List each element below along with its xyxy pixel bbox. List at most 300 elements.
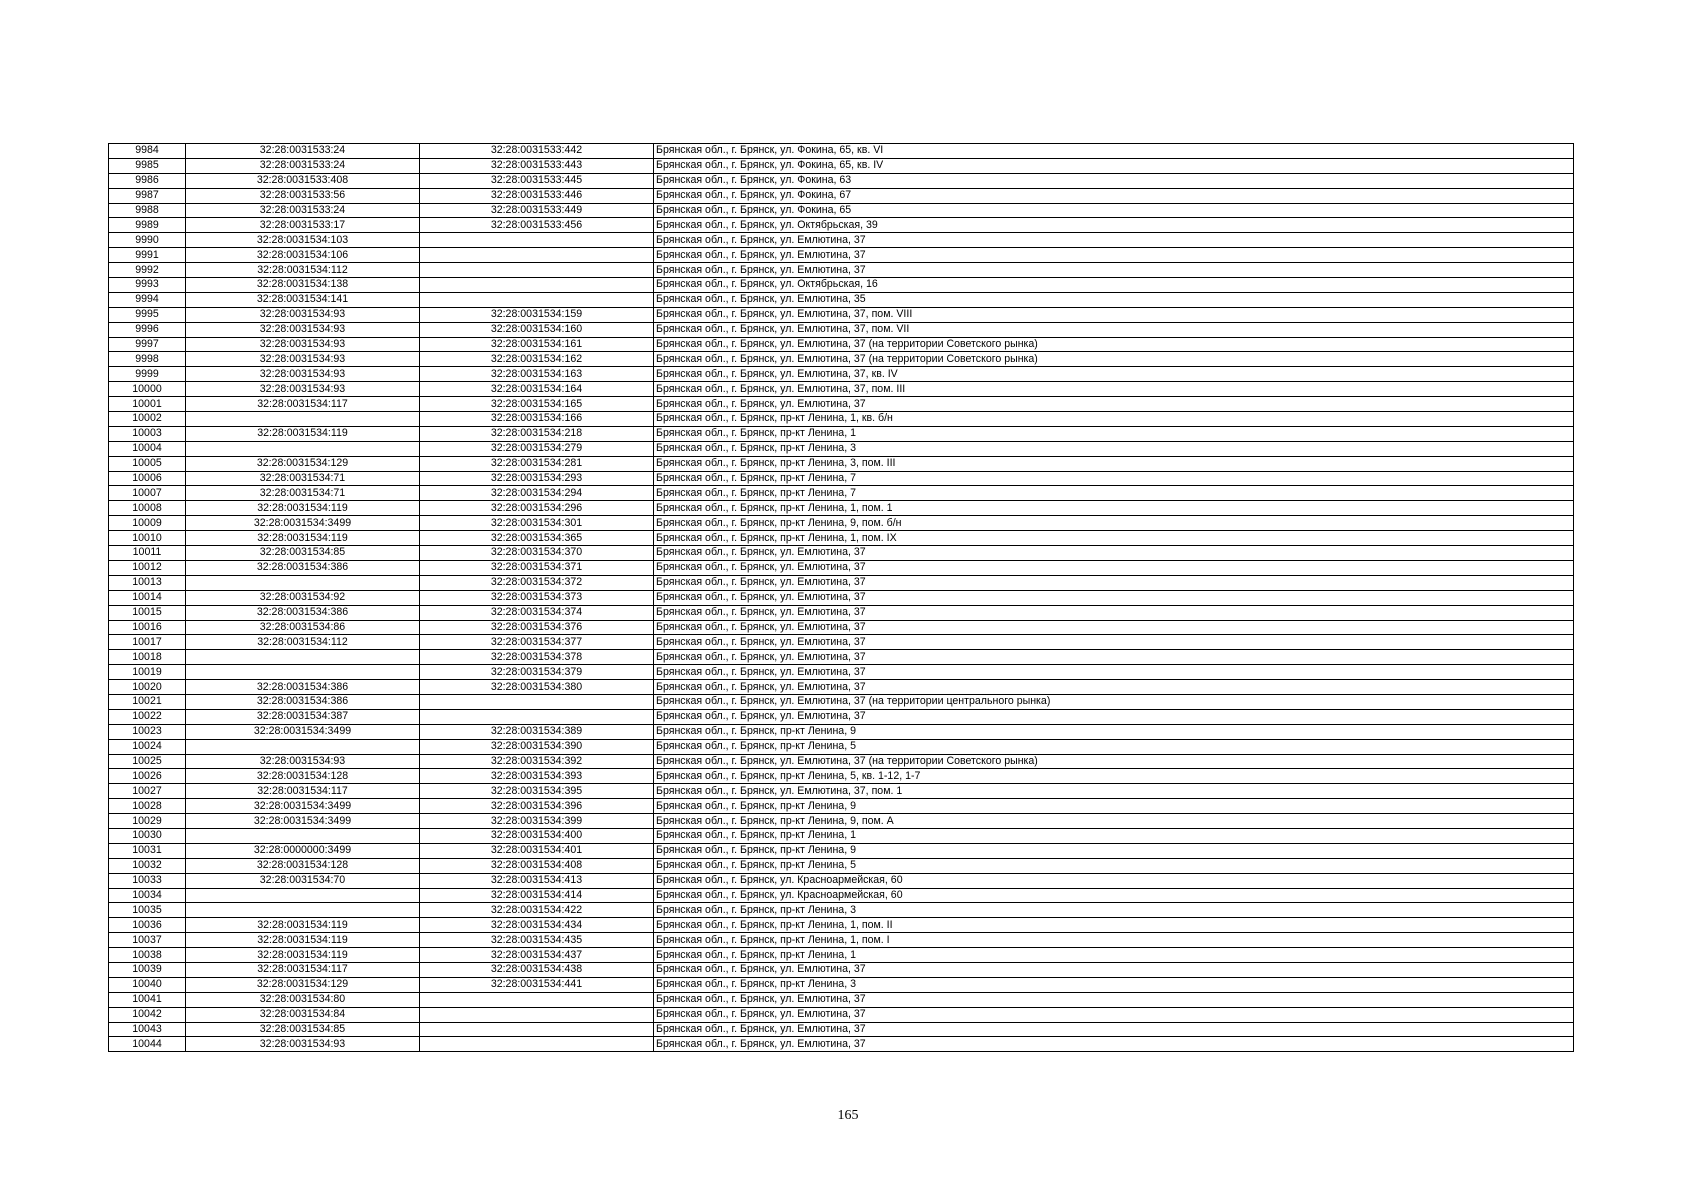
parcel-cadastral-number-cell: 32:28:0031534:119 — [186, 531, 420, 546]
object-cadastral-number-cell: 32:28:0031534:218 — [420, 426, 654, 441]
table-row — [109, 709, 1574, 724]
object-cadastral-number-cell: 32:28:0031534:380 — [420, 680, 654, 695]
object-cadastral-number-cell: 32:28:0031534:161 — [420, 337, 654, 352]
parcel-cadastral-number-cell: 32:28:0031534:85 — [186, 1022, 420, 1037]
table-row — [109, 903, 1574, 918]
parcel-cadastral-number-cell — [186, 665, 420, 680]
row-number-cell: 10041 — [109, 992, 186, 1007]
address-cell: Брянская обл., г. Брянск, ул. Емлютина, 37, пом. VII — [654, 322, 1574, 337]
row-number-cell: 9988 — [109, 203, 186, 218]
parcel-cadastral-number-cell — [186, 739, 420, 754]
table-row — [109, 337, 1574, 352]
table-row — [109, 858, 1574, 873]
table-row — [109, 635, 1574, 650]
object-cadastral-number-cell: 32:28:0031534:159 — [420, 307, 654, 322]
parcel-cadastral-number-cell: 32:28:0031534:93 — [186, 322, 420, 337]
object-cadastral-number-cell: 32:28:0031534:413 — [420, 873, 654, 888]
address-cell: Брянская обл., г. Брянск, пр-кт Ленина, 1, пом. II — [654, 918, 1574, 933]
parcel-cadastral-number-cell: 32:28:0031534:3499 — [186, 799, 420, 814]
table-row — [109, 814, 1574, 829]
table-row — [109, 292, 1574, 307]
row-number-cell: 9986 — [109, 173, 186, 188]
row-number-cell: 10033 — [109, 873, 186, 888]
object-cadastral-number-cell: 32:28:0031534:378 — [420, 650, 654, 665]
object-cadastral-number-cell — [420, 1022, 654, 1037]
table-row — [109, 799, 1574, 814]
parcel-cadastral-number-cell: 32:28:0031534:93 — [186, 337, 420, 352]
address-cell: Брянская обл., г. Брянск, ул. Емлютина, 37 — [654, 680, 1574, 695]
parcel-cadastral-number-cell: 32:28:0031534:128 — [186, 858, 420, 873]
row-number-cell: 10026 — [109, 769, 186, 784]
object-cadastral-number-cell: 32:28:0031534:370 — [420, 546, 654, 561]
table-row — [109, 828, 1574, 843]
object-cadastral-number-cell: 32:28:0031534:365 — [420, 531, 654, 546]
row-number-cell: 10018 — [109, 650, 186, 665]
row-number-cell: 9990 — [109, 233, 186, 248]
object-cadastral-number-cell: 32:28:0031534:372 — [420, 575, 654, 590]
table-row — [109, 382, 1574, 397]
object-cadastral-number-cell — [420, 292, 654, 307]
table-row — [109, 158, 1574, 173]
address-cell: Брянская обл., г. Брянск, пр-кт Ленина, 9, пом. А — [654, 814, 1574, 829]
address-cell: Брянская обл., г. Брянск, ул. Емлютина, 37 — [654, 546, 1574, 561]
table-row — [109, 977, 1574, 992]
parcel-cadastral-number-cell: 32:28:0031534:117 — [186, 784, 420, 799]
object-cadastral-number-cell — [420, 1037, 654, 1052]
parcel-cadastral-number-cell: 32:28:0031534:103 — [186, 233, 420, 248]
parcel-cadastral-number-cell: 32:28:0031534:93 — [186, 367, 420, 382]
object-cadastral-number-cell — [420, 694, 654, 709]
address-cell: Брянская обл., г. Брянск, пр-кт Ленина, 1 — [654, 426, 1574, 441]
address-cell: Брянская обл., г. Брянск, ул. Фокина, 65, кв. VI — [654, 144, 1574, 159]
object-cadastral-number-cell — [420, 248, 654, 263]
object-cadastral-number-cell — [420, 278, 654, 293]
table-row — [109, 456, 1574, 471]
table-row — [109, 1022, 1574, 1037]
row-number-cell: 10015 — [109, 605, 186, 620]
parcel-cadastral-number-cell — [186, 828, 420, 843]
table-row — [109, 784, 1574, 799]
object-cadastral-number-cell: 32:28:0031533:446 — [420, 188, 654, 203]
row-number-cell: 10044 — [109, 1037, 186, 1052]
table-row — [109, 426, 1574, 441]
parcel-cadastral-number-cell: 32:28:0031533:24 — [186, 203, 420, 218]
row-number-cell: 9987 — [109, 188, 186, 203]
address-cell: Брянская обл., г. Брянск, пр-кт Ленина, 5 — [654, 739, 1574, 754]
address-cell: Брянская обл., г. Брянск, ул. Емлютина, 37 — [654, 397, 1574, 412]
row-number-cell: 10022 — [109, 709, 186, 724]
address-cell: Брянская обл., г. Брянск, ул. Емлютина, 37 — [654, 248, 1574, 263]
parcel-cadastral-number-cell — [186, 650, 420, 665]
parcel-cadastral-number-cell: 32:28:0031534:84 — [186, 1007, 420, 1022]
parcel-cadastral-number-cell — [186, 903, 420, 918]
address-cell: Брянская обл., г. Брянск, пр-кт Ленина, 9 — [654, 724, 1574, 739]
table-row — [109, 367, 1574, 382]
address-cell: Брянская обл., г. Брянск, ул. Емлютина, 37 (на территории Советского рынка) — [654, 337, 1574, 352]
object-cadastral-number-cell: 32:28:0031534:162 — [420, 352, 654, 367]
row-number-cell: 10031 — [109, 843, 186, 858]
object-cadastral-number-cell: 32:28:0031534:435 — [420, 933, 654, 948]
object-cadastral-number-cell: 32:28:0031534:166 — [420, 412, 654, 427]
object-cadastral-number-cell — [420, 233, 654, 248]
parcel-cadastral-number-cell: 32:28:0031534:119 — [186, 933, 420, 948]
row-number-cell: 10007 — [109, 486, 186, 501]
object-cadastral-number-cell: 32:28:0031534:371 — [420, 560, 654, 575]
table-row — [109, 471, 1574, 486]
object-cadastral-number-cell: 32:28:0031534:293 — [420, 471, 654, 486]
address-cell: Брянская обл., г. Брянск, ул. Емлютина, 37 — [654, 560, 1574, 575]
parcel-cadastral-number-cell: 32:28:0031533:56 — [186, 188, 420, 203]
row-number-cell: 10037 — [109, 933, 186, 948]
object-cadastral-number-cell: 32:28:0031534:422 — [420, 903, 654, 918]
parcel-cadastral-number-cell: 32:28:0031534:92 — [186, 590, 420, 605]
parcel-cadastral-number-cell: 32:28:0031534:387 — [186, 709, 420, 724]
table-row — [109, 501, 1574, 516]
row-number-cell: 9991 — [109, 248, 186, 263]
row-number-cell: 10035 — [109, 903, 186, 918]
parcel-cadastral-number-cell: 32:28:0031534:141 — [186, 292, 420, 307]
parcel-cadastral-number-cell: 32:28:0031534:3499 — [186, 516, 420, 531]
object-cadastral-number-cell: 32:28:0031534:437 — [420, 948, 654, 963]
address-cell: Брянская обл., г. Брянск, ул. Емлютина, 37 — [654, 605, 1574, 620]
address-cell: Брянская обл., г. Брянск, пр-кт Ленина, 5 — [654, 858, 1574, 873]
address-cell: Брянская обл., г. Брянск, ул. Фокина, 67 — [654, 188, 1574, 203]
table-row — [109, 680, 1574, 695]
row-number-cell: 10019 — [109, 665, 186, 680]
object-cadastral-number-cell — [420, 263, 654, 278]
address-cell: Брянская обл., г. Брянск, ул. Емлютина, 37, пом. 1 — [654, 784, 1574, 799]
row-number-cell: 10027 — [109, 784, 186, 799]
table-row — [109, 739, 1574, 754]
table-row — [109, 412, 1574, 427]
table-row — [109, 962, 1574, 977]
parcel-cadastral-number-cell: 32:28:0031534:93 — [186, 307, 420, 322]
table-row — [109, 441, 1574, 456]
table-row — [109, 546, 1574, 561]
parcel-cadastral-number-cell: 32:28:0031534:3499 — [186, 814, 420, 829]
object-cadastral-number-cell: 32:28:0031534:374 — [420, 605, 654, 620]
object-cadastral-number-cell: 32:28:0031534:399 — [420, 814, 654, 829]
table-row — [109, 948, 1574, 963]
parcel-cadastral-number-cell — [186, 888, 420, 903]
row-number-cell: 10004 — [109, 441, 186, 456]
parcel-cadastral-number-cell: 32:28:0031534:117 — [186, 962, 420, 977]
parcel-cadastral-number-cell: 32:28:0031534:129 — [186, 456, 420, 471]
row-number-cell: 10036 — [109, 918, 186, 933]
table-row — [109, 620, 1574, 635]
parcel-cadastral-number-cell: 32:28:0031534:386 — [186, 680, 420, 695]
table-row — [109, 1007, 1574, 1022]
row-number-cell: 10014 — [109, 590, 186, 605]
table-row — [109, 694, 1574, 709]
parcel-cadastral-number-cell: 32:28:0031533:24 — [186, 158, 420, 173]
row-number-cell: 10025 — [109, 754, 186, 769]
row-number-cell: 9994 — [109, 292, 186, 307]
object-cadastral-number-cell: 32:28:0031534:279 — [420, 441, 654, 456]
row-number-cell: 10012 — [109, 560, 186, 575]
object-cadastral-number-cell — [420, 709, 654, 724]
parcel-cadastral-number-cell: 32:28:0031534:85 — [186, 546, 420, 561]
row-number-cell: 9995 — [109, 307, 186, 322]
row-number-cell: 10034 — [109, 888, 186, 903]
address-cell: Брянская обл., г. Брянск, ул. Фокина, 63 — [654, 173, 1574, 188]
address-cell: Брянская обл., г. Брянск, пр-кт Ленина, 7 — [654, 471, 1574, 486]
row-number-cell: 10020 — [109, 680, 186, 695]
parcel-cadastral-number-cell: 32:28:0031533:408 — [186, 173, 420, 188]
object-cadastral-number-cell: 32:28:0031534:164 — [420, 382, 654, 397]
address-cell: Брянская обл., г. Брянск, пр-кт Ленина, 9 — [654, 799, 1574, 814]
object-cadastral-number-cell: 32:28:0031534:163 — [420, 367, 654, 382]
object-cadastral-number-cell: 32:28:0031533:443 — [420, 158, 654, 173]
address-cell: Брянская обл., г. Брянск, ул. Емлютина, 37 — [654, 962, 1574, 977]
parcel-cadastral-number-cell: 32:28:0031534:128 — [186, 769, 420, 784]
row-number-cell: 10040 — [109, 977, 186, 992]
address-cell: Брянская обл., г. Брянск, ул. Фокина, 65, кв. IV — [654, 158, 1574, 173]
table-row — [109, 307, 1574, 322]
table-row — [109, 843, 1574, 858]
table-row — [109, 188, 1574, 203]
address-cell: Брянская обл., г. Брянск, ул. Емлютина, 37 — [654, 665, 1574, 680]
address-cell: Брянская обл., г. Брянск, пр-кт Ленина, 9 — [654, 843, 1574, 858]
row-number-cell: 10002 — [109, 412, 186, 427]
address-cell: Брянская обл., г. Брянск, пр-кт Ленина, 1, пом. IX — [654, 531, 1574, 546]
parcel-cadastral-number-cell — [186, 441, 420, 456]
parcel-cadastral-number-cell: 32:28:0031534:119 — [186, 426, 420, 441]
row-number-cell: 10008 — [109, 501, 186, 516]
row-number-cell: 10009 — [109, 516, 186, 531]
address-cell: Брянская обл., г. Брянск, пр-кт Ленина, 1, пом. I — [654, 933, 1574, 948]
row-number-cell: 10000 — [109, 382, 186, 397]
object-cadastral-number-cell: 32:28:0031534:392 — [420, 754, 654, 769]
parcel-cadastral-number-cell: 32:28:0031534:129 — [186, 977, 420, 992]
row-number-cell: 10042 — [109, 1007, 186, 1022]
object-cadastral-number-cell: 32:28:0031533:442 — [420, 144, 654, 159]
table-row — [109, 754, 1574, 769]
address-cell: Брянская обл., г. Брянск, ул. Емлютина, 37 — [654, 575, 1574, 590]
address-cell: Брянская обл., г. Брянск, ул. Красноармейская, 60 — [654, 888, 1574, 903]
address-cell: Брянская обл., г. Брянск, ул. Емлютина, 37 (на территории Советского рынка) — [654, 754, 1574, 769]
table-row — [109, 263, 1574, 278]
parcel-cadastral-number-cell: 32:28:0031534:119 — [186, 948, 420, 963]
address-cell: Брянская обл., г. Брянск, ул. Емлютина, 37 (на территории центрального рынка) — [654, 694, 1574, 709]
parcel-cadastral-number-cell: 32:28:0031534:386 — [186, 605, 420, 620]
parcel-cadastral-number-cell: 32:28:0031534:3499 — [186, 724, 420, 739]
object-cadastral-number-cell: 32:28:0031534:373 — [420, 590, 654, 605]
object-cadastral-number-cell: 32:28:0031534:400 — [420, 828, 654, 843]
table-row — [109, 992, 1574, 1007]
row-number-cell: 10023 — [109, 724, 186, 739]
row-number-cell: 9984 — [109, 144, 186, 159]
address-cell: Брянская обл., г. Брянск, ул. Емлютина, 37 — [654, 1037, 1574, 1052]
object-cadastral-number-cell: 32:28:0031533:445 — [420, 173, 654, 188]
table-row — [109, 233, 1574, 248]
parcel-cadastral-number-cell: 32:28:0031534:93 — [186, 382, 420, 397]
object-cadastral-number-cell: 32:28:0031534:395 — [420, 784, 654, 799]
address-cell: Брянская обл., г. Брянск, ул. Емлютина, 37 — [654, 635, 1574, 650]
row-number-cell: 10039 — [109, 962, 186, 977]
parcel-cadastral-number-cell: 32:28:0031534:117 — [186, 397, 420, 412]
table-row — [109, 1037, 1574, 1052]
table-row — [109, 278, 1574, 293]
object-cadastral-number-cell: 32:28:0031534:408 — [420, 858, 654, 873]
address-cell: Брянская обл., г. Брянск, ул. Емлютина, 37, кв. IV — [654, 367, 1574, 382]
parcel-cadastral-number-cell: 32:28:0031534:93 — [186, 1037, 420, 1052]
row-number-cell: 10013 — [109, 575, 186, 590]
object-cadastral-number-cell: 32:28:0031533:456 — [420, 218, 654, 233]
table-row — [109, 665, 1574, 680]
row-number-cell: 10029 — [109, 814, 186, 829]
row-number-cell: 10038 — [109, 948, 186, 963]
row-number-cell: 10024 — [109, 739, 186, 754]
object-cadastral-number-cell: 32:28:0031534:379 — [420, 665, 654, 680]
parcel-cadastral-number-cell: 32:28:0031534:112 — [186, 635, 420, 650]
address-cell: Брянская обл., г. Брянск, пр-кт Ленина, 1 — [654, 828, 1574, 843]
parcel-cadastral-number-cell: 32:28:0031534:106 — [186, 248, 420, 263]
address-cell: Брянская обл., г. Брянск, пр-кт Ленина, 3 — [654, 903, 1574, 918]
address-cell: Брянская обл., г. Брянск, ул. Красноармейская, 60 — [654, 873, 1574, 888]
address-cell: Брянская обл., г. Брянск, ул. Емлютина, 37 — [654, 1007, 1574, 1022]
table-row — [109, 352, 1574, 367]
table-row — [109, 873, 1574, 888]
address-cell: Брянская обл., г. Брянск, ул. Емлютина, 37, пом. VIII — [654, 307, 1574, 322]
row-number-cell: 10016 — [109, 620, 186, 635]
row-number-cell: 9985 — [109, 158, 186, 173]
address-cell: Брянская обл., г. Брянск, ул. Емлютина, 37, пом. III — [654, 382, 1574, 397]
object-cadastral-number-cell: 32:28:0031534:393 — [420, 769, 654, 784]
table-row — [109, 650, 1574, 665]
address-cell: Брянская обл., г. Брянск, ул. Емлютина, 37 — [654, 650, 1574, 665]
table-row — [109, 516, 1574, 531]
address-cell: Брянская обл., г. Брянск, ул. Емлютина, 37 (на территории Советского рынка) — [654, 352, 1574, 367]
address-cell: Брянская обл., г. Брянск, ул. Емлютина, 37 — [654, 233, 1574, 248]
address-cell: Брянская обл., г. Брянск, пр-кт Ленина, 3, пом. III — [654, 456, 1574, 471]
object-cadastral-number-cell: 32:28:0031534:377 — [420, 635, 654, 650]
object-cadastral-number-cell: 32:28:0031534:281 — [420, 456, 654, 471]
parcel-cadastral-number-cell: 32:28:0031534:112 — [186, 263, 420, 278]
address-cell: Брянская обл., г. Брянск, пр-кт Ленина, 5, кв. 1-12, 1-7 — [654, 769, 1574, 784]
object-cadastral-number-cell: 32:28:0031534:441 — [420, 977, 654, 992]
object-cadastral-number-cell: 32:28:0031534:296 — [420, 501, 654, 516]
row-number-cell: 9993 — [109, 278, 186, 293]
object-cadastral-number-cell: 32:28:0031534:434 — [420, 918, 654, 933]
object-cadastral-number-cell: 32:28:0031534:390 — [420, 739, 654, 754]
table-row — [109, 397, 1574, 412]
table-row — [109, 144, 1574, 159]
address-cell: Брянская обл., г. Брянск, пр-кт Ленина, 7 — [654, 486, 1574, 501]
parcel-cadastral-number-cell: 32:28:0031534:93 — [186, 754, 420, 769]
table-row — [109, 203, 1574, 218]
object-cadastral-number-cell: 32:28:0031534:401 — [420, 843, 654, 858]
row-number-cell: 9998 — [109, 352, 186, 367]
table-row — [109, 769, 1574, 784]
object-cadastral-number-cell: 32:28:0031533:449 — [420, 203, 654, 218]
table-row — [109, 218, 1574, 233]
object-cadastral-number-cell: 32:28:0031534:376 — [420, 620, 654, 635]
row-number-cell: 10001 — [109, 397, 186, 412]
registry-table — [108, 143, 1574, 1052]
object-cadastral-number-cell: 32:28:0031534:396 — [420, 799, 654, 814]
object-cadastral-number-cell: 32:28:0031534:165 — [420, 397, 654, 412]
address-cell: Брянская обл., г. Брянск, пр-кт Ленина, 1, пом. 1 — [654, 501, 1574, 516]
address-cell: Брянская обл., г. Брянск, пр-кт Ленина, 3 — [654, 977, 1574, 992]
table-row — [109, 933, 1574, 948]
row-number-cell: 10005 — [109, 456, 186, 471]
parcel-cadastral-number-cell — [186, 575, 420, 590]
row-number-cell: 9989 — [109, 218, 186, 233]
address-cell: Брянская обл., г. Брянск, ул. Емлютина, 35 — [654, 292, 1574, 307]
address-cell: Брянская обл., г. Брянск, ул. Октябрьская, 16 — [654, 278, 1574, 293]
parcel-cadastral-number-cell: 32:28:0031534:71 — [186, 486, 420, 501]
row-number-cell: 10003 — [109, 426, 186, 441]
address-cell: Брянская обл., г. Брянск, ул. Емлютина, 37 — [654, 620, 1574, 635]
object-cadastral-number-cell: 32:28:0031534:438 — [420, 962, 654, 977]
object-cadastral-number-cell: 32:28:0031534:389 — [420, 724, 654, 739]
object-cadastral-number-cell — [420, 992, 654, 1007]
parcel-cadastral-number-cell: 32:28:0031534:386 — [186, 694, 420, 709]
parcel-cadastral-number-cell: 32:28:0031534:86 — [186, 620, 420, 635]
parcel-cadastral-number-cell: 32:28:0031534:386 — [186, 560, 420, 575]
table-row — [109, 605, 1574, 620]
parcel-cadastral-number-cell: 32:28:0031534:138 — [186, 278, 420, 293]
object-cadastral-number-cell: 32:28:0031534:414 — [420, 888, 654, 903]
object-cadastral-number-cell: 32:28:0031534:294 — [420, 486, 654, 501]
parcel-cadastral-number-cell: 32:28:0031534:119 — [186, 501, 420, 516]
address-cell: Брянская обл., г. Брянск, ул. Октябрьская, 39 — [654, 218, 1574, 233]
row-number-cell: 10017 — [109, 635, 186, 650]
parcel-cadastral-number-cell: 32:28:0031534:70 — [186, 873, 420, 888]
parcel-cadastral-number-cell: 32:28:0031534:71 — [186, 471, 420, 486]
address-cell: Брянская обл., г. Брянск, ул. Емлютина, 37 — [654, 263, 1574, 278]
object-cadastral-number-cell: 32:28:0031534:160 — [420, 322, 654, 337]
row-number-cell: 9996 — [109, 322, 186, 337]
row-number-cell: 10043 — [109, 1022, 186, 1037]
table-row — [109, 918, 1574, 933]
parcel-cadastral-number-cell: 32:28:0031533:24 — [186, 144, 420, 159]
object-cadastral-number-cell: 32:28:0031534:301 — [420, 516, 654, 531]
row-number-cell: 9997 — [109, 337, 186, 352]
row-number-cell: 10032 — [109, 858, 186, 873]
table-row — [109, 590, 1574, 605]
address-cell: Брянская обл., г. Брянск, ул. Емлютина, 37 — [654, 709, 1574, 724]
table-row — [109, 531, 1574, 546]
address-cell: Брянская обл., г. Брянск, ул. Емлютина, 37 — [654, 590, 1574, 605]
parcel-cadastral-number-cell: 32:28:0000000:3499 — [186, 843, 420, 858]
row-number-cell: 10028 — [109, 799, 186, 814]
address-cell: Брянская обл., г. Брянск, ул. Емлютина, 37 — [654, 1022, 1574, 1037]
row-number-cell: 9992 — [109, 263, 186, 278]
row-number-cell: 10030 — [109, 828, 186, 843]
table-row — [109, 248, 1574, 263]
parcel-cadastral-number-cell: 32:28:0031534:93 — [186, 352, 420, 367]
table-row — [109, 486, 1574, 501]
parcel-cadastral-number-cell: 32:28:0031534:119 — [186, 918, 420, 933]
parcel-cadastral-number-cell: 32:28:0031534:80 — [186, 992, 420, 1007]
row-number-cell: 10006 — [109, 471, 186, 486]
address-cell: Брянская обл., г. Брянск, пр-кт Ленина, 1, кв. б/н — [654, 412, 1574, 427]
row-number-cell: 9999 — [109, 367, 186, 382]
object-cadastral-number-cell — [420, 1007, 654, 1022]
address-cell: Брянская обл., г. Брянск, пр-кт Ленина, 3 — [654, 441, 1574, 456]
address-cell: Брянская обл., г. Брянск, ул. Фокина, 65 — [654, 203, 1574, 218]
parcel-cadastral-number-cell — [186, 412, 420, 427]
table-row — [109, 322, 1574, 337]
address-cell: Брянская обл., г. Брянск, пр-кт Ленина, 9, пом. б/н — [654, 516, 1574, 531]
registry-table-body — [109, 144, 1574, 1052]
table-row — [109, 888, 1574, 903]
address-cell: Брянская обл., г. Брянск, пр-кт Ленина, 1 — [654, 948, 1574, 963]
page-number: 165 — [837, 1108, 859, 1123]
address-cell: Брянская обл., г. Брянск, ул. Емлютина, 37 — [654, 992, 1574, 1007]
